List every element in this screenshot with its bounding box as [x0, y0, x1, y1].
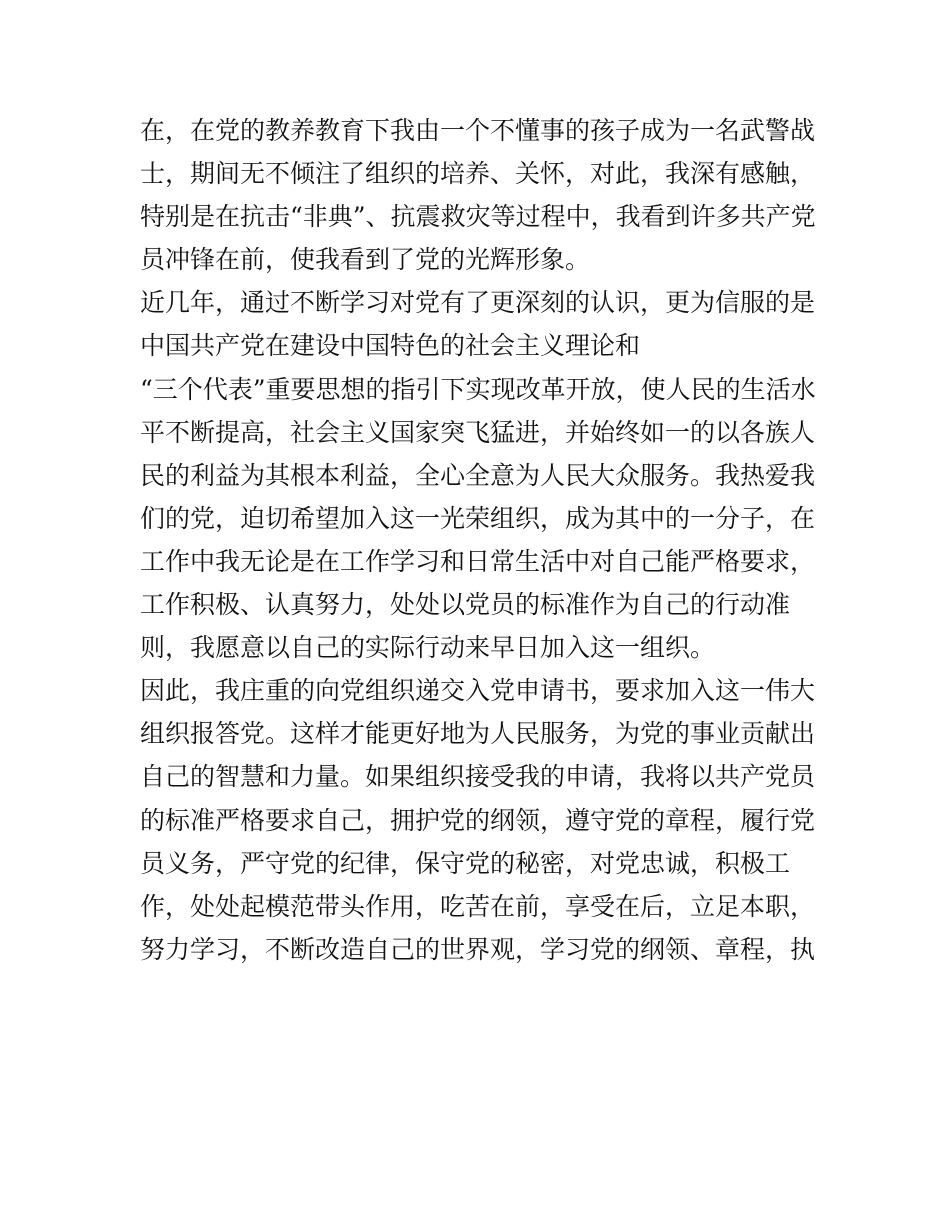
- text-line: 努力学习，不断改造自己的世界观，学习党的纲领、章程，执: [140, 934, 816, 964]
- text-line: 工作积极、认真努力，处处以党员的标准作为自己的行动准: [140, 590, 791, 620]
- text-line: 特别是在抗击“非典”、抗震救灾等过程中，我看到许多共产党: [140, 202, 816, 232]
- text-line: 民的利益为其根本利益，全心全意为人民大众服务。我热爱我: [140, 460, 816, 490]
- text-line: 组织报答党。这样才能更好地为人民服务，为党的事业贡献出: [140, 719, 816, 749]
- text-line: 则，我愿意以自己的实际行动来早日加入这一组织。: [140, 633, 716, 663]
- text-line: 自己的智慧和力量。如果组织接受我的申请，我将以共产党员: [140, 762, 816, 792]
- document-body: [140, 109, 820, 971]
- text-line: 工作中我无论是在工作学习和日常生活中对自己能严格要求，: [140, 546, 816, 576]
- text-line: 作，处处起模范带头作用，吃苦在前，享受在后，立足本职，: [140, 891, 816, 921]
- text-line: 士，期间无不倾注了组织的培养、关怀，对此，我深有感触，: [140, 159, 816, 189]
- text-line: 近几年，通过不断学习对党有了更深刻的认识，更为信服的是: [140, 288, 816, 318]
- text-line: 平不断提高，社会主义国家突飞猛进，并始终如一的以各族人: [140, 417, 816, 447]
- text-line: 们的党，迫切希望加入这一光荣组织，成为其中的一分子，在: [140, 503, 816, 533]
- text-line: 因此，我庄重的向党组织递交入党申请书，要求加入这一伟大: [140, 676, 816, 706]
- text-line: 的标准严格要求自己，拥护党的纲领，遵守党的章程，履行党: [140, 805, 816, 835]
- text-line: 员义务，严守党的纪律，保守党的秘密，对党忠诚，积极工: [140, 848, 791, 878]
- text-line: “三个代表”重要思想的指引下实现改革开放，使人民的生活水: [140, 374, 816, 404]
- text-line: 员冲锋在前，使我看到了党的光辉形象。: [140, 245, 591, 275]
- text-line: 在，在党的教养教育下我由一个不懂事的孩子成为一名武警战: [140, 116, 816, 145]
- text-line: 中国共产党在建设中国特色的社会主义理论和: [140, 331, 641, 361]
